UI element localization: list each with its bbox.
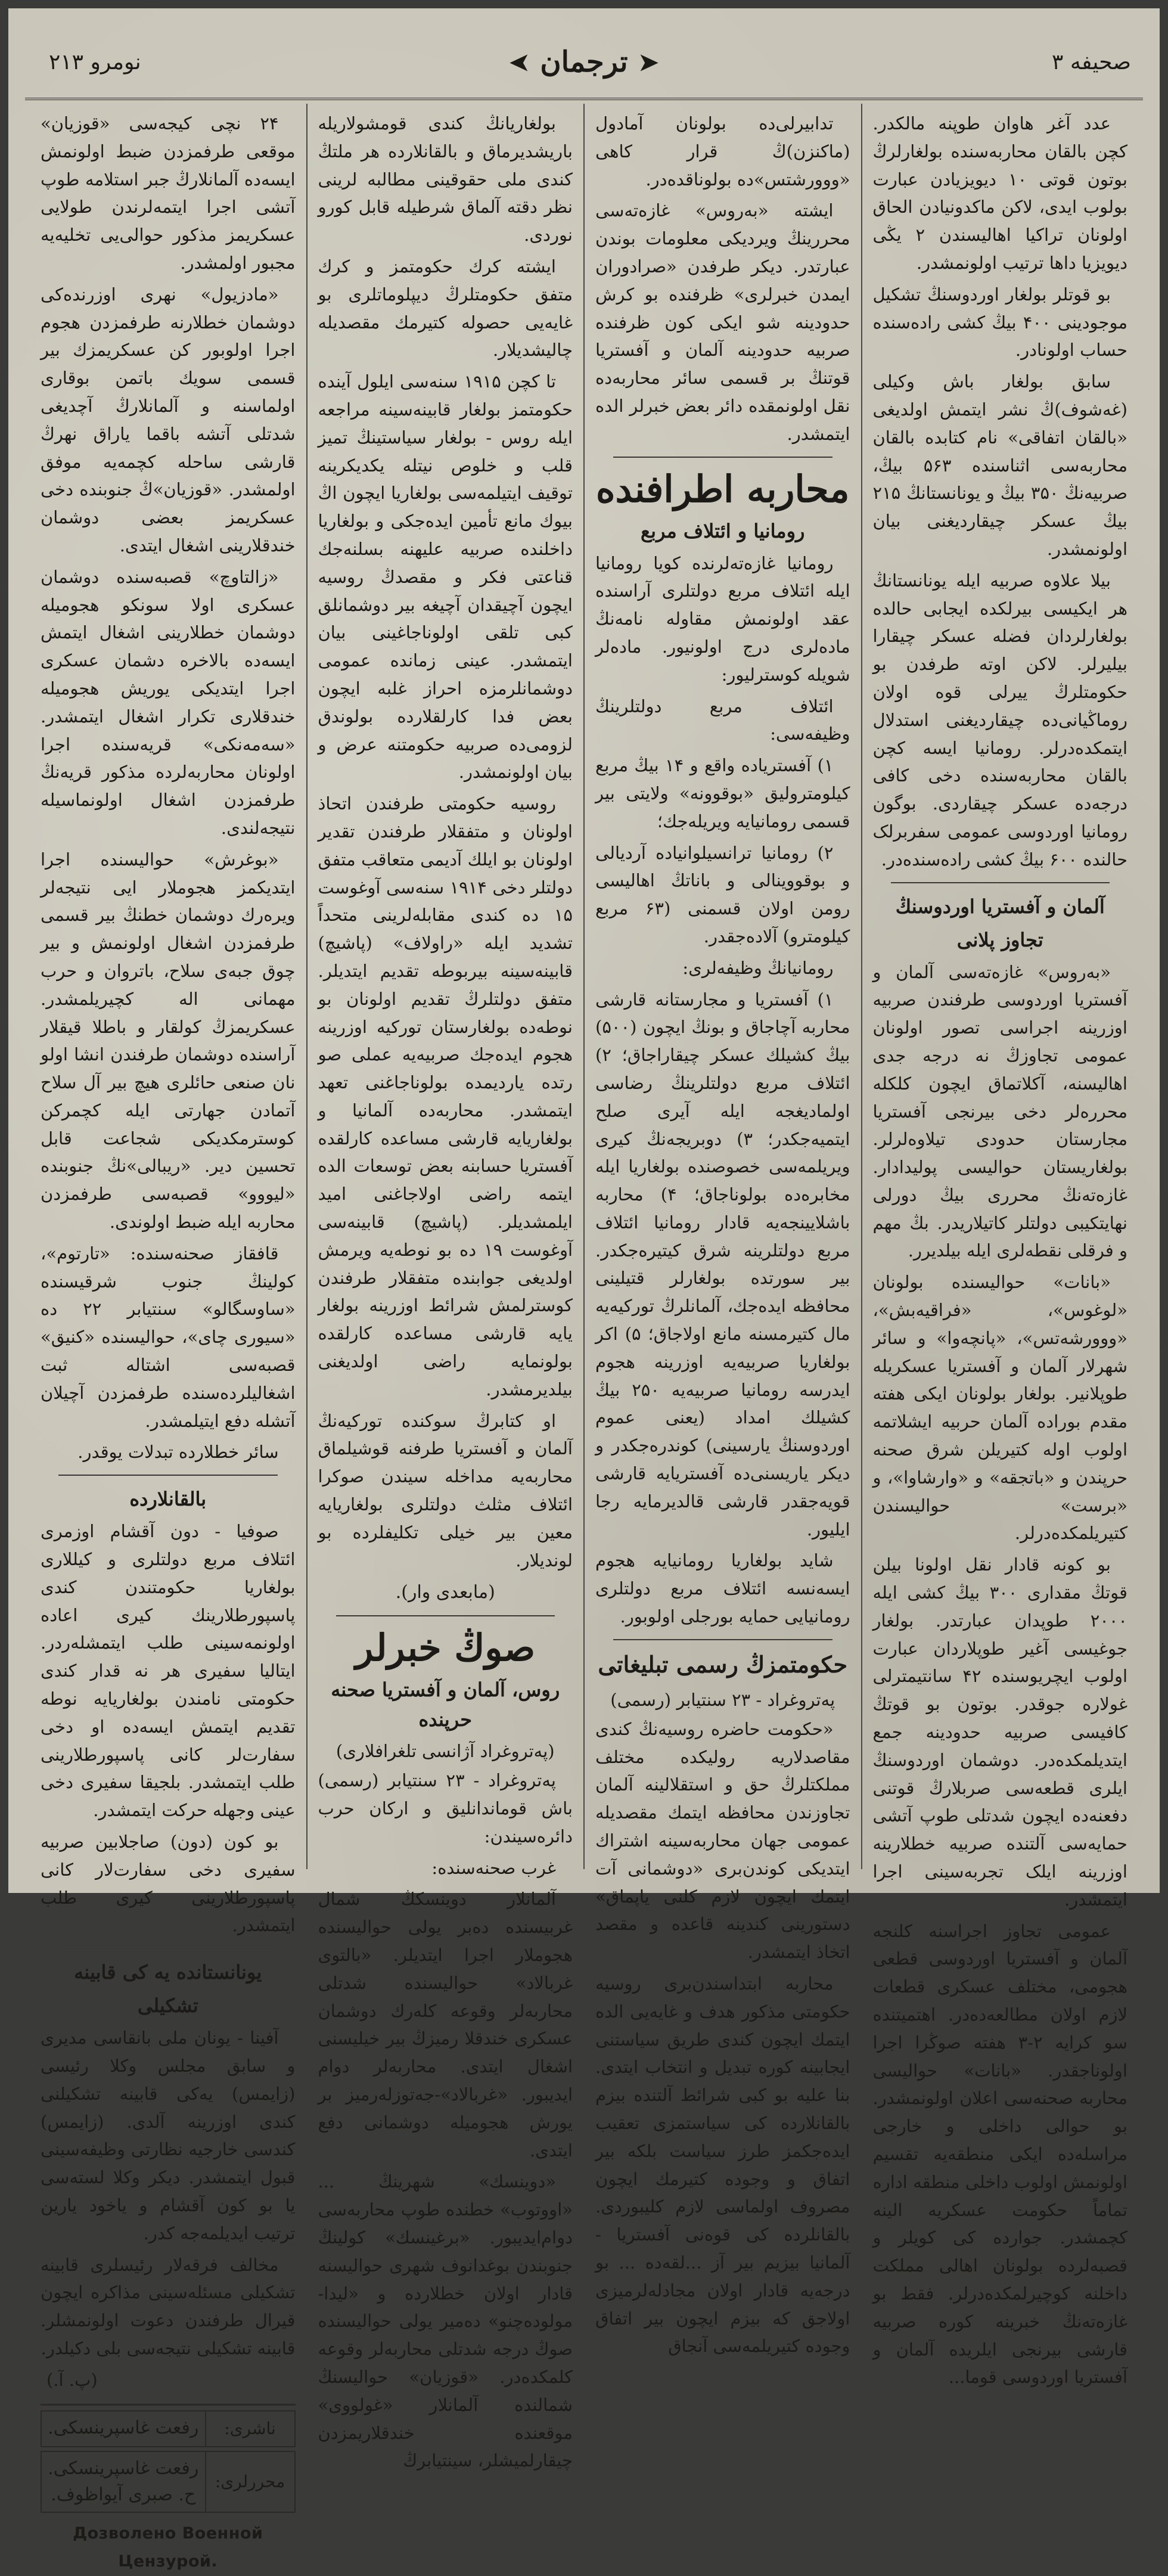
article-paragraph: ۱) آفستریا و مجارستانه قارشی محاربه آچاجاق و بونڭ ایچون (۵۰۰) بیڭ کشیلك عسکر چیقاراجاق؛ ۲) ائتلاف مربع دولتلرینڭ رضاسی اولمادیغجه ایله آیری صلح ایتمیه‌جکدر؛ ۳) دوبریجه‌نڭ کیری ویریلمه‌سی خصوصنده بولغاریا ایله مخابره‌ده بولوناجاق؛ ۴) محاربه باشلایینجه‌یه قادار رومانیا ائتلاف مربع دولتلرینه شرق کیتیره‌جکدر. بیر سورتده بولغارلر قتیلینی محافظه ایده‌جك، آلمانلرڭ تورکیه‌یه مال کتیرمسنه مانع اولاجاق؛ ۵) اکر بولغاریا صربیه‌یه اوزرینه هجوم ایدرسه رومانیا صربیه‌یه ۲۵۰ بیڭ کشیلك امداد (یعنی عموم اوردوسنڭ یارسینی) کوندره‌جکدر و دیکر یاریسنی‌ده آفستریایه قارشی قویه‌جقدر قارشی قالدیرمایه رجا ایلیور. [595, 989, 850, 1540]
article-paragraph: شاید بولغاریا رومانیایه هجوم ایسه‌نسه ائتلاف مربع دولتلری رومانیایی حمایه بورجلی اولوبور. [595, 1550, 850, 1627]
section-heading: یونانستانده یه کی قابینه [74, 1961, 262, 1984]
article-paragraph: محاربه ابتداسندن‌بری روسیه حکومتی مذکور هدف و غایه‌یی الده ایتمك ایچون کندی طریق سیاستنی ایجابینه کوره تبدیل و انتخاب ایتدی. بنا علیه بو کبی شرائط آلتنده بیزم بالقانلارده‌ کی سیاستمزی تعقیب ایده‌جکمز طرز سیاست بلکه بیر اتفاق و وجوده کتیرمك ایچون مصروف اولماسی لازم کلیبوردی. بالقانلرده کی قوه‌نی آفستریا - آلمانیا بیزیم بیر آز ...لقه‌ده ... بو درجه‌یه قادار اولان مجادلەلرمیزی اولاجق که بیزم ایچون بیر اتفاق وجوده کتیریلمه‌سی آنجاق [595, 1973, 850, 2357]
column-2 [583, 104, 861, 2357]
article-paragraph: عدد آغر هاوان طوپنه مالکدر. کچن بالقان محاربه‌سنده بولغارلرڭ بوتون قوتی ۱۰ دیویزیادن عبارت بولوب ایدی، لاکن ماکدونیادن الحاق اولونان تراکیا اهالیسندن ۲ یڭی دیویزیا داها ترتیب اولونمشدر. [872, 113, 1127, 273]
section-subheading: تجاوز پلانی [956, 928, 1043, 951]
article-paragraph: روسیه حکومتی طرفندن اتحاذ اولونان و متفقلار طرفندن تقدیر اولونان بو ایلك آدیمی متعاقب متفق دولتلر دخی ۱۹۱۴ سنه‌سی آوغوست ۱۵ ده کندی مقابلەلرینی متحداً تشدید ایله «راولاف» (پاشیچ) قابینه‌سینه بیربوطه تقدیم ایتدیلر. متفق دولتلرڭ تقدیم اولونان بو نوطه‌ده بولغارستان تورکیه اوزرینه هجوم ایده‌جك صربیه‌یه عملی صو رتده یاردیمده بولوناجاغنی تعهد ایتمشدر. محاربه‌ده آلمانیا و بولغاریایه قارشی مساعده کارلقده آفستریا حسابنه بعض توسعات الده ایتمه راضی اولاجاغنی امید ایلمشدیلر. (پاشیچ) قابینه‌سی آوغوست ۱۹ ده بو نوطه‌یه ویرمش اولدیغی جوابنده متفقلار طرفندن کوسترلمش شرائط اوزرینه بولغار یایه قارشی مساعده کارلقده بولونمایه راضی اولدیغنی بیلدیرمشدر. [318, 793, 573, 1399]
article-paragraph: بو کون (دون) صاجلابین صربیه سفیری دخی سفارت‌لار کانی پاسپورطلارینی کیری طلب ایتمشدر. [41, 1832, 296, 1936]
divider [613, 457, 832, 458]
publisher-name: رفعت غاسپرینسکی. [48, 2417, 199, 2438]
article-paragraph: سائر خطلارده تبدلات یوقدر. [77, 1442, 279, 1463]
section-subheading: روس، آلمان و آفستریا صحنه حرپنده [331, 1678, 560, 1731]
article-paragraph: ۱) آفستریاده واقع و ۱۴ بیڭ مربع کیلومترولیق «بوقوونه» ولایتی بیر قسمی رومانیایه ویریله‌جك؛ [595, 755, 850, 831]
article-paragraph: بیلا علاوه صربیه ایله یونانستانڭ هر ایکیسی بیرلکده ایجابی حالده بولغارلردان فضله عسکر چیقارا بیلیرلر. لاکن اوته طرفدن بو حکومتلرڭ ییرلی قوه اولان روماڭیانی‌ده چیقاردیغنی استدلال ایتمکده‌درلر. رومانیا ایسه کچن بالقان محاربه‌سنده دخی کافی درجه‌ده عسکر چیقاردی. بوگون رومانیا اوردوسی عمومی سفربرلک حالنده ۶۰۰ بیڭ کشی رادەسنده‌در. [872, 570, 1127, 870]
divider [58, 1948, 278, 1949]
dateline: پەتروغراد - ۲۳ سنتیابر (رسمی) [610, 1689, 835, 1710]
divider [613, 1639, 832, 1640]
article-paragraph: ۲) رومانیا ترانسیلوانیاده آردیالی و بوقووینالی و باناتڭ اهالیسی رومن اولان قسمنی (۶۳ مربع کیلومترو) آلاده‌جقدر. [595, 842, 850, 946]
dateline: (پەتروغراد آژانسی تلغرافلاری) [336, 1741, 555, 1762]
article-paragraph: «بوغرش» حوالیسنده اجرا ایتدیکمز هجوملار ایی نتیجه‌لر ویرەرك دوشمان خطنڭ بیر قسمی طرفمزدن اشغال اولونمش و بیر چوق جبه‌ی سلاح، باتروان و حرب مهمانی اله کچیریلمشدر. عسکریمزڭ کولقار و باطلا قیقلار آراسنده دوشمان طرفندن انشا اولو نان صنعی حائلری هیچ بیر آل سلاح آتمادن جهارتی ایله کچمرکن کوسترمکدیکی شجاعت قابل تحسین دیر. «ریبالی»نڭ جنوبنده «لیووو» قصبه‌سی طرفمزدن محاربه ایله ضبط اولوندی. [41, 849, 296, 1233]
column-3 [306, 104, 584, 2471]
article-paragraph: «حکومت حاضره روسیه‌نڭ کندی مقاصدلاریه رولیکده مختلف مملکتلرڭ حق و استقلالینه آلمان تجاوزندن محافظه ایتمك مقصدیله عمومی جهان محاربه‌سینه اشتراك ایتدیکی کوندن‌بری «دوشمانی آت ایتمك ایچون لازم کلنی یاپماق» دستورینی کندینه قاعده و مقصد اتخاذ ایتمشدر. [595, 1718, 850, 1963]
page-header [25, 32, 1143, 100]
section-heading: صوڭ خبرلر [355, 1626, 536, 1670]
section-subheading: رومانیا و ائتلاف مربع [641, 519, 805, 542]
arrow-right-icon: ➤ [638, 48, 659, 76]
article-paragraph: غرب صحنه‌سنده: [431, 1857, 556, 1878]
section-subheading: تشکیلی [137, 1994, 198, 2018]
article-paragraph: او کتابرڭ سوکنده تورکیه‌نڭ آلمان و آفستریا طرفنه قوشیلماق محاربه‌یه مداخله سیندن صوکرا ائتلاف مثلث دولتلری بولغاریایه معین بیر خیلی تکلیفلرده بو لوندیلار. [318, 1410, 573, 1571]
article-paragraph: آلمانلار دوینسكڭ شمال غربیسنده دەبر یولی حوالیسنده هجوملار اجرا ایتدیلر. «بالتوی غربالاد» حوالیسنده شدتلی محاربه‌لر وقوعه کلەرك دوشمان عسکری خندقلا رمیزڭ بیر خیلیسنی اشغال ایتدی. محاربه‌لر دوام ایدیبور. «غربالاد»-جەتوزلەرمیز بر یورش هجومیله دوشمانی دفع ایتدی. [318, 1889, 573, 2161]
page-number: صحیفه ۳ [1052, 50, 1131, 75]
imprint-box [41, 2404, 296, 2576]
publisher-label: ناشری: [205, 2411, 294, 2447]
article-paragraph: تدابیرلی‌ده بولونان آمادول (ماکنزن)ڭ قرار کاهی «ووورشتس»ده بولوناقده‌در. [595, 113, 850, 190]
article-paragraph: «بەروس» غازەتەسی آلمان و آفستریا اوردوسی طرفندن صربیه اوزرینه اجراسی تصور اولونان عمومی تجاوزڭ نه درجه جدی اهالیسنه، آکلاتماق ایچون کلکله محرره‌لر دخی بیرنجی آفستریا مجارستان حدودی تیلاوه‌لرلر. بولغاریستان حوالیسی پولیدادار. غازەتەنڭ محرری بیڭ دورلی نهایتکیبی دولتلر کاتیلاریدر. بڭ مهم و فرقلی نقطەلری ایله بیلدیرر. [872, 961, 1127, 1261]
article-paragraph: قافقاز صحنه‌سنده: «تارتوم»، کولینڭ جنوب شرقیسنده «ساوسگالو» سنتیابر ۲۲ ده «سیوری چای»، حوالیسنده «کنیق» قصبه‌سی اشتاله ثبت اشغالیلرده‌سنده طرفمزدن آچیلان آتشله دفع ایتیلمشدر. [41, 1243, 296, 1431]
article-paragraph: عمومی تجاوز اجراسنه کلنجه آلمان و آفستریا اوردوسی قطعی هجومی، مختلف عسکری قطعات لازم اولان مطالعه‌ده‌در. اهتمیتنده سو کرایه ۲-۳ هفته صوڭرا اجرا اولوناجقدر. «بانات» حوالیسی محاربه صحنه‌سی اعلان اولونمشدر. بو حوالی داخلی و خارجی مراسله‌ده ایکی منطقه‌یه تقسیم اولونمش اولوب داخلی منطقه اداره تماماً حکومت عسکریه الینه کچمشدر. جوارده کی کویلر و قصبه‌لردە بولونان اهالی مملکت داخلنه کوچیرلمکده‌درلر. فقط بو غازەتەنڭ خبرینه کوره صربیه قارشی بیرنجی ایلریده آلمان و آفستریا اوردوسی قوما... [872, 1920, 1127, 2388]
divider [891, 882, 1110, 883]
editor-name: رفعت غاسپرینسکی. [48, 2458, 199, 2479]
divider [58, 1475, 278, 1476]
section-heading: حکومتمزڭ رسمی تبلیغاتی [598, 1650, 848, 1678]
article-paragraph: «مادزیول» نهری اوزرنده‌کی دوشمان خطلارنه طرفمزدن هجوم اجرا اولوبور کن عسکریمزك بیر قسمی سویك باتمن بوقاری اولماسنه و آلمانلارڭ آچدیغی شدتلی آتشه باقما یاراق نهرڭ قارشی ساحله کچمه‌یه موفق اولمشدر. «قوزیان»ڭ جنوبنده دخی عسکریمز بعضی دوشمان خندقلارینی اشغال ایتدی. [41, 284, 296, 555]
editor-name: ح. صبری آیواظوف. [51, 2484, 196, 2506]
article-paragraph: «زالتاوچ» قصبه‌سنده دوشمان عسکری اولا سونکو هجومیله دوشمان خطلارینی اشغال ایتمش ایسه‌ده بالاخره دشمان عسکری اجرا ایتدیکی یوریش هجومیله خندقلاری تکرار اشغال ایتمشدر. «سەمەنکی» قریه‌سنده اجرا اولونان محاربه‌لرده مذکور قریه‌نڭ طرفمزدن اشغال اولونماسیله نتیجه‌لندی. [41, 566, 296, 838]
censor-note: Дозволено Военной Цензурой. [73, 2524, 263, 2571]
arrow-left-icon: ➤ [509, 48, 530, 76]
article-paragraph: تا کچن ۱۹۱۵ سنه‌سی ایلول آینده حکومتمز بولغار قابینه‌سینه مراجعه ایله روس - بولغار سیاستینڭ تمیز قلب و خلوص نیتله یکدیکرینه توقیف ایتیلمه‌سی بولغاریا ایچون اڭ بیوك مانع تأمین ایده‌جکی و بولغاریا داخلنده صربیه علیهنه بسلنه‌جك قناعتی فکر و مقصدڭ روسیه ایچون آچیقدان آچیغه بیر دوشمانلق کبی تلقی اولوناجاغینی بیان ایتمشدر. عینی زمانده عمومی دوشمانلرمزه احراز غلبه ایچون بعض فدا کارلقلارده بولوندق لزومی‌ده صربیه حکومتنه عرض و بیان اولونمشدر. [318, 371, 573, 783]
article-paragraph: سابق بولغار باش وکیلی (غەشوف)ڭ نشر ایتمش اولدیغی «بالقان اتفاقی» نام کتابده بالقان محاربه‌سی اثناسنده ۵۶۳ بیڭ، صربیه‌نڭ ۳۵۰ بیڭ و یونانستانڭ ۲۱۵ بیڭ عسکر چیقاردیغنی بیان اولونمشدر. [872, 371, 1127, 559]
article-paragraph: «بانات» حوالیسنده بولونان «لوغوس»، «فراقیه‌بش»، «ووورشەتس»، «پانچەوا» و سائر شهرلار آلمان و آفستریا عسکریله طوپلانیر. بولغار بولونان ایکی هفته مقدم بوراده آلمان حربیه ایشلاتمه اولوب اوله کتیریلن شرق صحنه حرپندن و «باتجقه» و «وارشاوا»، و «برست» حوالیسندن کتیریلمکده‌درلر. [872, 1272, 1127, 1544]
continued-note: (مابعدی وار). [395, 1582, 495, 1603]
article-paragraph: بو کونه قادار نقل اولونا بیلن قوتڭ مقداری ۳۰۰ بیڭ کشی ایله ۲۰۰۰ طوپدان عبارتدر. بولغار جوغیسی آغیر طوپلاردان عبارت اولوب ایچریوسنده ۴۲ سانتیمترلی غولاره جوقدر. بوتون بو قوتڭ کافیسی صربیه حدودینه جمع ایتدیلمکده‌در. دوشمان اوردوسنڭ ایلری قطعه‌سی صربلارڭ قوتنی دفعنه‌ده ایچون شدتلی طوپ آتشی حمایه‌سی آلتنده صربیه خطلارینه اوزرینه ایلک تجربه‌سینی اجرا ایتمشدر. [872, 1554, 1128, 1910]
section-heading: بالقانلارده [129, 1488, 207, 1511]
columns [30, 104, 1138, 2571]
article-paragraph: رومانیا غازەتەلرنده کویا رومانیا ایله ائتلاف مربع دولتلری آراسنده عقد اولونمش مقاوله نامه‌نڭ ماده‌لری درج اولونیور. ماده‌لر شویله کوسترلیور: [595, 553, 850, 685]
newspaper-page [8, 8, 1160, 2571]
article-paragraph: ۲۴ نچی کیجه‌سی «قوزیان» موقعی طرفمزدن ضبط اولونمش ایسه‌ده آلمانلارڭ جبر استلامه طوپ آتشی اجرا ایتمەلرندن طولایی عسکریمز مذکور حوالی‌یی تخلیه‌یه مجبور اولمشدر. [41, 113, 296, 273]
article-paragraph: پەتروغراد - ۲۳ سنتیابر (رسمی) باش قوماندانلیق و ارکان حرب دائره‌سیندن: [318, 1770, 573, 1846]
article-paragraph: بو قوتلر بولغار اوردوسنڭ تشکیل موجودینی ۴۰۰ بیڭ کشی رادەسنده حساب اولونادر. [872, 284, 1127, 361]
publisher-row [41, 2410, 296, 2448]
signature: (پ. آ.) [46, 2369, 98, 2390]
article-paragraph: «دوینسك» شهرینڭ ... «اووتوب» خطنده طوپ محاربه‌سی دوام‌ایدیبور. «برغینسك» کولینڭ جنوبندن بوغدانوف شهری حوالیسنه قادار اولان خطلارده و «لیدا-مولودەچنو» دەمیر یولی حوالیسنده صوڭ درجه شدتلی محاربه‌لر وقوعه کلمکده‌در. «قوزیان» حوالیسنڭ شمالنده آلمانلار «غولووی» موقعنده خندقلاریمزدن چیقارلمیشلر، سینتیابرڭ [318, 2171, 573, 2471]
article-paragraph: ائتلاف مربع دولتلرینڭ وظیفه‌سی: [595, 696, 850, 744]
article-paragraph: صوفیا - دون آقشام اوزمری ائتلاف مربع دولتلری و کیللاری بولغاریا حکومتندن کندی پاسپورطلارینك کیری اعاده اولونمه‌سینی طلب ایتمشلەردر. ایتالیا سفیری هر نه قدار کندی حکومتی نامندن بولغاریایه نوطه تقدیم ایتمش ایسه‌ده او دخی سفارت‌لر کانی پاسپورطلارینی طلب ایتمشدر. بلجیقا سفیری دخی عینی وجهله حرکت ایتمشدر. [41, 1521, 296, 1821]
editors-label: محررلری: [205, 2452, 294, 2512]
section-heading: محاربه اطرافنده [595, 467, 850, 511]
article-paragraph: رومانیانڭ وظیفه‌لری: [682, 957, 834, 978]
divider [336, 1615, 555, 1616]
issue-number: نومرو ۲۱۳ [49, 50, 141, 75]
column-4 [30, 104, 306, 2571]
newspaper-title: ترجمان [540, 45, 628, 79]
masthead [510, 45, 658, 79]
article-paragraph: ایشته کرك حکومتمز و کرك متفق حکومتلرڭ دیپلوماتلری بو غایه‌یی حصوله کتیرمك مقصدیله چالیشدیلار. [318, 256, 573, 361]
article-paragraph: مخالف فرقەلار رئیسلری قابینه تشکیلی مسئله‌سینی مذاکره ایچون قیرال طرفندن دعوت اولونمشلر. قابینه تشکیلی نتیجه‌سی بلی دکیلدر. [41, 2254, 296, 2358]
section-heading: آلمان و آفستریا اوردوسنڭ [895, 895, 1105, 918]
article-paragraph: آفینا - یونان ملی بانقاسی مدیری و سابق مجلس وکلا رئیسی (زایمس) یه‌کی قابینه تشکیلنی کندی اوزرینه آلدی. (زایمس) کندسی خارجیه نظارتی وظیفه‌سینی قبول ایتمشدر. دیکر وکلا لسته‌سی یا بو کون آقشام و یاخود یارین ترتیب ایدیلمه‌جه کدر. [41, 2028, 296, 2243]
article-paragraph: ایشته «بەروس» غازەتەسی محررینڭ ویردیکی معلومات بوندن عبارتدر. دیکر طرفدن «صرادوران ایمدن خبرلری» ظرفنده بو کرش حدودینه شو ایکی کون ظرفنده صربیه حدودینه آلمان و آفستریا قوتنڭ بر قسمی سائر محاربه‌ده نقل اولونمقده دائر بعض خبرلر الده ایتمشدر. [595, 200, 850, 444]
column-1 [861, 104, 1139, 2388]
editors-names [42, 2452, 205, 2512]
article-paragraph: بولغاریانڭ کندی قومشولاریله باریشدیرماق و بالقانلارده هر ملتڭ کندی ملی حقوقینی مطالبه لرینی نظر دقته آلماق شرطیله قابل کورو نوردی. [318, 113, 573, 246]
editors-row [41, 2451, 296, 2513]
